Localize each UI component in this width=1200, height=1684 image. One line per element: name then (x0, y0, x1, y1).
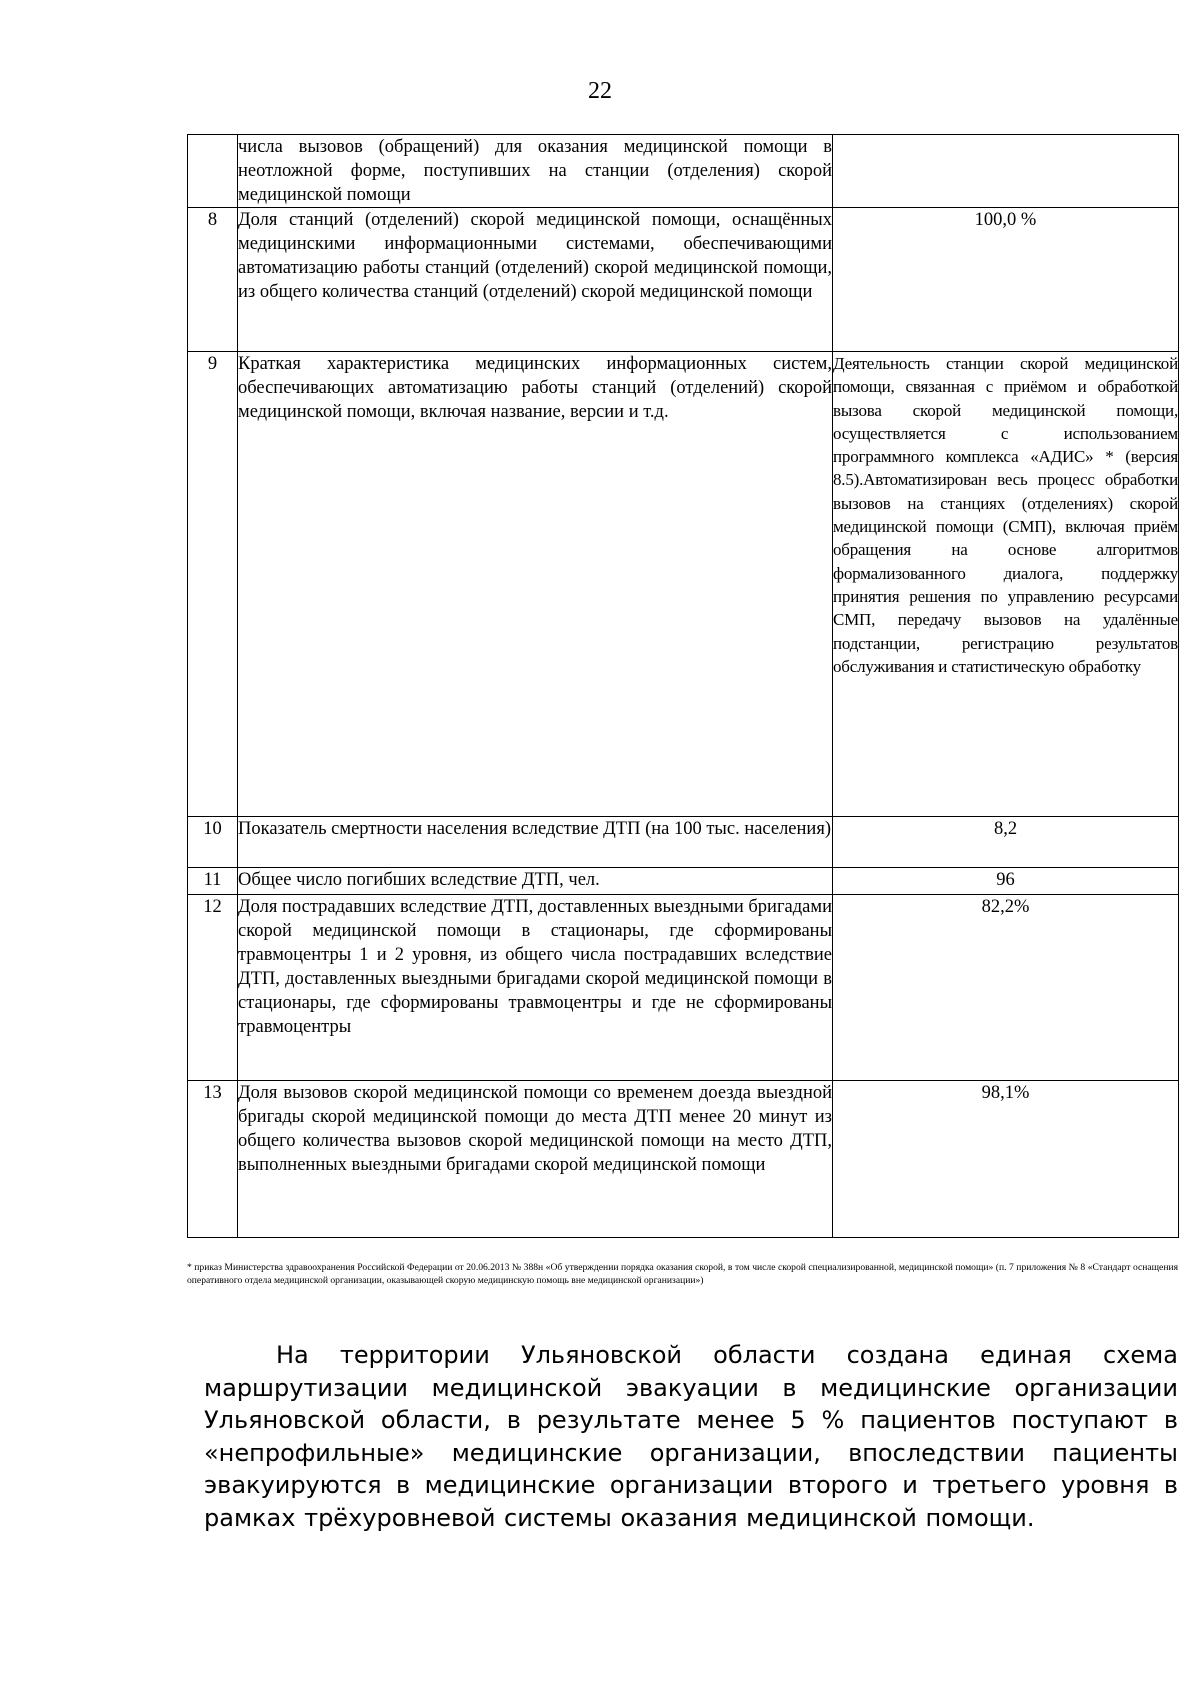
row-number: 11 (188, 868, 238, 895)
row-number: 10 (188, 817, 238, 868)
indicator-description: Краткая характеристика медицинских информационных систем, обеспечивающих автоматизацию работы станций (отделений) скорой медицинской помощи, включая название, версии и т.д. (238, 352, 833, 817)
indicators-table (187, 134, 1179, 1238)
indicator-value: 98,1% (833, 1081, 1179, 1238)
row-number (188, 135, 238, 208)
indicator-value: Деятельность станции скорой медицинской помощи, связанная с приёмом и обработкой вызова скорой медицинской помощи, осуществляется с использованием программного комплекса «АДИС» * (версия 8.5).Автоматизирован весь процесс обработки вызовов на станциях (отделениях) скорой медицинской помощи (СМП), включая приём обращения на основе алгоритмов формализованного диалога, поддержку принятия решения по управлению ресурсами СМП, передачу вызовов на удалённые подстанции, регистрацию результатов обслуживания и статистическую обработку (833, 352, 1179, 817)
table-row (188, 208, 1179, 352)
indicator-value: 82,2% (833, 895, 1179, 1081)
indicator-value: 96 (833, 868, 1179, 895)
indicator-description: Доля пострадавших вследствие ДТП, доставленных выездными бригадами скорой медицинской помощи в стационары, где сформированы травмоцентры 1 и 2 уровня, из общего числа пострадавших вследствие ДТП, доставленных выездными бригадами скорой медицинской помощи в стационары, где сформированы травмоцентры и где не сформированы травмоцентры (238, 895, 833, 1081)
footnote: * приказ Министерства здравоохранения Российской Федерации от 20.06.2013 № 388н «Об утверждении порядка оказания скорой, в том числе скорой специализированной, медицинской помощи» (п. 7 приложения № 8 «Стандарт оснащения оперативного отдела медицинской организации, оказывающей скорую медицинскую помощь вне медицинской организации») (187, 1262, 1178, 1286)
indicator-description: Доля вызовов скорой медицинской помощи со временем доезда выездной бригады скорой медицинской помощи до места ДТП менее 20 минут из общего количества вызовов скорой медицинской помощи на место ДТП, выполненных выездными бригадами скорой медицинской помощи (238, 1081, 833, 1238)
row-number: 8 (188, 208, 238, 352)
indicator-value: 100,0 % (833, 208, 1179, 352)
indicator-description: Доля станций (отделений) скорой медицинской помощи, оснащённых медицинскими информационными системами, обеспечивающими автоматизацию работы станций (отделений) скорой медицинской помощи, из общего количества станций (отделений) скорой медицинской помощи (238, 208, 833, 352)
table-row (188, 817, 1179, 868)
row-number: 9 (188, 352, 238, 817)
table-row (188, 352, 1179, 817)
page-number: 22 (588, 78, 612, 104)
row-number: 12 (188, 895, 238, 1081)
row-number: 13 (188, 1081, 238, 1238)
table-row (188, 135, 1179, 208)
indicator-value (833, 135, 1179, 208)
indicator-value: 8,2 (833, 817, 1179, 868)
indicator-description: Общее число погибших вследствие ДТП, чел. (238, 868, 833, 895)
table-row (188, 868, 1179, 895)
body-paragraph: На территории Ульяновской области создана единая схема маршрутизации медицинской эвакуации в медицинские организации Ульяновской области, в результате менее 5 % пациентов поступают в «непрофильные» медицинские организации, впоследствии пациенты эвакуируются в медицинские организации второго и третьего уровня в рамках трёхуровневой системы оказания медицинской помощи. (204, 1341, 1178, 1532)
table-row (188, 1081, 1179, 1238)
indicator-description: числа вызовов (обращений) для оказания медицинской помощи в неотложной форме, поступивших на станции (отделения) скорой медицинской помощи (238, 135, 833, 208)
indicator-description: Показатель смертности населения вследствие ДТП (на 100 тыс. населения) (238, 817, 833, 868)
table-row (188, 895, 1179, 1081)
